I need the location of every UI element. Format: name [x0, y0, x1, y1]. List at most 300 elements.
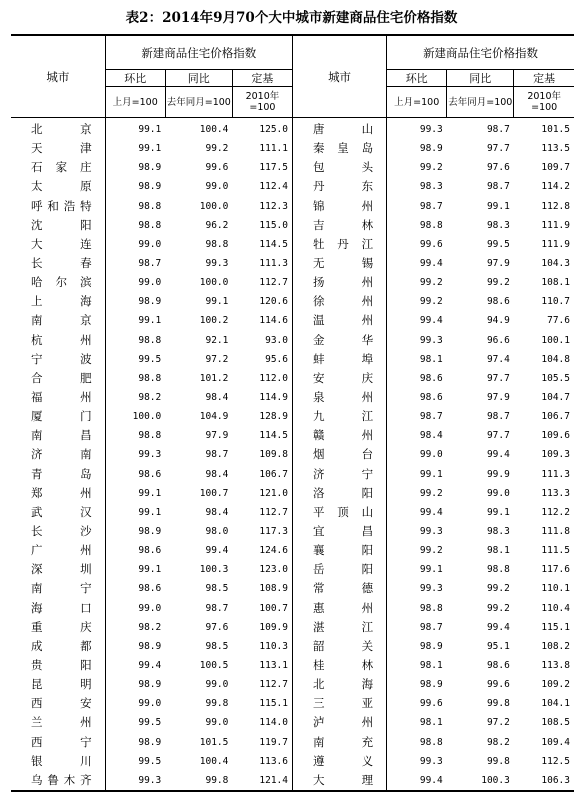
- yoy-cell-right: 97.7: [486, 372, 510, 384]
- fixed-cell-left: 117.3: [232, 522, 292, 541]
- city-cell-left: 济南: [11, 445, 105, 464]
- fixed-cell-left: 114.9: [232, 388, 292, 407]
- fixed-cell-left: 120.6: [232, 292, 292, 311]
- yoy-cell-left: 100.0: [199, 200, 229, 212]
- city-cell-left: 乌鲁木齐: [11, 771, 105, 791]
- mom-cell-right: 98.8: [419, 736, 443, 748]
- fixed-cell-left: 115.1: [232, 694, 292, 713]
- yoy-cell-left: 98.4: [205, 506, 229, 518]
- mom-cell-left: 98.8: [138, 219, 162, 231]
- mom-cell-left: 99.0: [138, 602, 162, 614]
- yoy-cell-left: 100.7: [199, 487, 229, 499]
- mom-cell-right: 99.3: [419, 755, 443, 767]
- mom-cell-left: 99.1: [138, 143, 162, 155]
- fixed-cell-left: 109.9: [232, 618, 292, 637]
- fixed-cell-right: 112.2: [541, 506, 570, 518]
- yoy-cell-right: 99.8: [486, 698, 510, 710]
- city-cell-right: 赣州: [292, 426, 386, 445]
- city-cell-left: 长春: [11, 254, 105, 273]
- fixed-cell-left: 114.5: [232, 426, 292, 445]
- mom-cell-right: 98.9: [419, 143, 443, 155]
- fixed-base-left: 2010年=100: [232, 87, 292, 118]
- mom-cell-right: 99.1: [419, 468, 443, 480]
- yoy-cell-right: 98.8: [486, 564, 510, 576]
- city-cell-right: 锦州: [292, 197, 386, 216]
- mom-cell-right: 98.8: [419, 602, 443, 614]
- table-row: [11, 254, 574, 273]
- mom-cell-left: 99.5: [138, 755, 162, 767]
- mom-cell-right: 98.7: [419, 621, 443, 633]
- fixed-cell-right: 113.5: [541, 143, 570, 155]
- city-cell-left: 长沙: [11, 522, 105, 541]
- mom-cell-left: 99.1: [138, 124, 162, 136]
- yoy-cell-left: 100.2: [199, 315, 229, 327]
- fixed-cell-left: 100.7: [232, 599, 292, 618]
- mom-cell-left: 98.9: [138, 162, 162, 174]
- fixed-cell-left: 121.4: [232, 771, 292, 791]
- city-cell-left: 南京: [11, 311, 105, 330]
- yoy-cell-left: 99.8: [205, 774, 229, 786]
- yoy-cell-right: 99.2: [486, 602, 510, 614]
- fixed-cell-right: 109.2: [541, 679, 570, 691]
- yoy-cell-right: 98.2: [486, 736, 510, 748]
- mom-cell-left: 98.9: [138, 181, 162, 193]
- mom-cell-left: 98.8: [138, 430, 162, 442]
- mom-cell-left: 100.0: [132, 411, 162, 423]
- fixed-cell-right: 111.5: [541, 545, 570, 557]
- yoy-cell-right: 97.9: [486, 258, 510, 270]
- mom-cell-right: 98.9: [419, 640, 443, 652]
- mom-cell-left: 98.9: [138, 640, 162, 652]
- yoy-cell-left: 98.7: [205, 602, 229, 614]
- fixed-cell-left: 114.5: [232, 235, 292, 254]
- mom-header-right: 环比: [387, 70, 447, 87]
- yoy-cell-right: 99.0: [486, 487, 510, 499]
- yoy-cell-right: 97.7: [486, 430, 510, 442]
- fixed-cell-right: 100.1: [541, 334, 570, 346]
- city-cell-right: 襄阳: [292, 541, 386, 560]
- city-cell-left: 西宁: [11, 733, 105, 752]
- city-cell-right: 吉林: [292, 216, 386, 235]
- city-cell-left: 厦门: [11, 407, 105, 426]
- table-row: [11, 350, 574, 369]
- yoy-cell-left: 92.1: [205, 334, 229, 346]
- city-header-right: 城市: [292, 35, 386, 118]
- mom-cell-right: 99.4: [419, 774, 443, 786]
- mom-cell-right: 99.3: [419, 334, 443, 346]
- index-group-header-left: 新建商品住宅价格指数: [105, 35, 292, 70]
- yoy-cell-left: 99.0: [205, 717, 229, 729]
- city-cell-right: 温州: [292, 311, 386, 330]
- city-cell-left: 宁波: [11, 350, 105, 369]
- fixed-cell-right: 111.9: [541, 238, 570, 250]
- city-cell-left: 哈尔滨: [11, 273, 105, 292]
- table-row: [11, 675, 574, 694]
- city-cell-left: 沈阳: [11, 216, 105, 235]
- yoy-cell-right: 99.9: [486, 468, 510, 480]
- yoy-cell-left: 101.2: [199, 372, 229, 384]
- yoy-cell-left: 100.0: [199, 277, 229, 289]
- fixed-cell-left: 124.6: [232, 541, 292, 560]
- fixed-cell-left: 111.3: [232, 254, 292, 273]
- fixed-cell-right: 113.8: [541, 660, 570, 671]
- fixed-cell-left: 112.7: [232, 675, 292, 694]
- fixed-cell-right: 113.3: [541, 487, 570, 499]
- city-cell-left: 北京: [11, 118, 105, 140]
- mom-cell-right: 98.1: [419, 717, 443, 729]
- mom-cell-right: 98.1: [419, 660, 443, 671]
- mom-cell-left: 99.5: [138, 353, 162, 365]
- yoy-cell-left: 100.5: [199, 660, 229, 671]
- mom-cell-left: 99.3: [138, 774, 162, 786]
- fixed-cell-right: 110.4: [541, 602, 570, 614]
- mom-cell-right: 99.2: [419, 487, 443, 499]
- city-cell-right: 包头: [292, 158, 386, 177]
- mom-cell-left: 98.6: [138, 468, 162, 480]
- fixed-cell-left: 114.0: [232, 713, 292, 732]
- yoy-cell-right: 98.7: [486, 411, 510, 423]
- fixed-cell-left: 113.6: [232, 752, 292, 771]
- city-cell-right: 三亚: [292, 694, 386, 713]
- table-row: [11, 503, 574, 522]
- table-row: [11, 197, 574, 216]
- fixed-cell-left: 112.7: [232, 503, 292, 522]
- city-cell-left: 成都: [11, 637, 105, 656]
- city-cell-left: 西安: [11, 694, 105, 713]
- fixed-cell-right: 104.1: [541, 698, 570, 710]
- table-row: [11, 637, 574, 656]
- fixed-base-right: 2010年=100: [514, 87, 574, 118]
- mom-cell-right: 99.4: [419, 506, 443, 518]
- table-row: [11, 235, 574, 254]
- city-cell-right: 大理: [292, 771, 386, 791]
- table-row: [11, 273, 574, 292]
- table-row: [11, 311, 574, 330]
- fixed-cell-right: 110.7: [541, 296, 570, 308]
- yoy-cell-right: 98.7: [486, 124, 510, 136]
- yoy-cell-left: 97.2: [205, 353, 229, 365]
- fixed-cell-left: 108.9: [232, 579, 292, 598]
- city-cell-left: 南昌: [11, 426, 105, 445]
- fixed-cell-right: 111.9: [541, 219, 570, 231]
- city-cell-right: 安庆: [292, 369, 386, 388]
- yoy-cell-right: 94.9: [486, 315, 510, 327]
- yoy-cell-left: 99.8: [205, 698, 229, 710]
- mom-cell-right: 98.1: [419, 353, 443, 365]
- yoy-cell-left: 96.2: [205, 219, 229, 231]
- price-index-table: [11, 34, 574, 792]
- mom-cell-left: 99.1: [138, 506, 162, 518]
- fixed-cell-left: 113.1: [232, 656, 292, 675]
- city-cell-right: 唐山: [292, 118, 386, 140]
- mom-cell-right: 98.6: [419, 372, 443, 384]
- city-cell-right: 烟台: [292, 445, 386, 464]
- city-cell-right: 洛阳: [292, 484, 386, 503]
- city-cell-right: 宜昌: [292, 522, 386, 541]
- fixed-cell-left: 112.3: [232, 197, 292, 216]
- mom-cell-left: 98.6: [138, 583, 162, 595]
- yoy-cell-left: 100.4: [199, 124, 229, 136]
- mom-cell-left: 98.7: [138, 258, 162, 270]
- mom-cell-right: 99.6: [419, 698, 443, 710]
- mom-cell-left: 99.4: [138, 660, 162, 671]
- city-cell-right: 丹东: [292, 177, 386, 196]
- city-cell-left: 贵阳: [11, 656, 105, 675]
- fixed-cell-right: 111.8: [541, 526, 570, 538]
- city-cell-left: 重庆: [11, 618, 105, 637]
- yoy-cell-left: 98.7: [205, 449, 229, 461]
- mom-cell-right: 99.0: [419, 449, 443, 461]
- city-cell-left: 广州: [11, 541, 105, 560]
- city-cell-left: 天津: [11, 139, 105, 158]
- fixed-cell-right: 109.7: [541, 162, 570, 174]
- city-header-left: 城市: [11, 35, 105, 118]
- mom-cell-right: 99.2: [419, 545, 443, 557]
- mom-cell-right: 99.2: [419, 296, 443, 308]
- city-cell-left: 合肥: [11, 369, 105, 388]
- table-row: [11, 445, 574, 464]
- yoy-cell-right: 99.2: [486, 583, 510, 595]
- yoy-cell-right: 98.1: [486, 545, 510, 557]
- table-row: [11, 177, 574, 196]
- yoy-cell-right: 97.2: [486, 717, 510, 729]
- fixed-cell-right: 101.5: [541, 124, 570, 136]
- city-cell-right: 无锡: [292, 254, 386, 273]
- table-row: [11, 733, 574, 752]
- city-cell-left: 武汉: [11, 503, 105, 522]
- mom-cell-right: 99.2: [419, 162, 443, 174]
- table-row: [11, 407, 574, 426]
- yoy-cell-left: 98.4: [205, 468, 229, 480]
- city-cell-right: 泸州: [292, 713, 386, 732]
- yoy-header-right: 同比: [447, 70, 514, 87]
- table-row: [11, 426, 574, 445]
- fixed-cell-left: 106.7: [232, 465, 292, 484]
- mom-cell-left: 98.9: [138, 679, 162, 691]
- mom-cell-right: 99.1: [419, 564, 443, 576]
- fixed-cell-right: 106.7: [541, 411, 570, 423]
- table-row: [11, 560, 574, 579]
- city-cell-right: 平顶山: [292, 503, 386, 522]
- yoy-cell-left: 99.6: [205, 162, 229, 174]
- yoy-cell-right: 98.3: [486, 219, 510, 231]
- fixed-cell-right: 108.5: [541, 717, 570, 729]
- mom-cell-left: 98.9: [138, 736, 162, 748]
- yoy-cell-right: 98.7: [486, 181, 510, 193]
- fixed-cell-right: 114.2: [541, 181, 570, 193]
- mom-cell-left: 98.8: [138, 200, 162, 212]
- city-cell-right: 徐州: [292, 292, 386, 311]
- fixed-cell-left: 128.9: [232, 407, 292, 426]
- fixed-cell-left: 93.0: [232, 331, 292, 350]
- mom-cell-right: 98.8: [419, 219, 443, 231]
- table-row: [11, 484, 574, 503]
- yoy-cell-right: 100.3: [481, 774, 510, 786]
- fixed-cell-left: 114.6: [232, 311, 292, 330]
- city-cell-right: 扬州: [292, 273, 386, 292]
- table-row: [11, 713, 574, 732]
- mom-cell-right: 99.3: [419, 583, 443, 595]
- city-cell-left: 兰州: [11, 713, 105, 732]
- city-cell-right: 泉州: [292, 388, 386, 407]
- table-body: [11, 118, 574, 791]
- fixed-cell-right: 108.2: [541, 640, 570, 652]
- table-row: [11, 331, 574, 350]
- fixed-cell-right: 110.1: [541, 583, 570, 595]
- yoy-cell-right: 97.6: [486, 162, 510, 174]
- city-cell-left: 深圳: [11, 560, 105, 579]
- mom-cell-left: 98.9: [138, 526, 162, 538]
- mom-base-right: 上月=100: [387, 87, 447, 118]
- yoy-cell-right: 99.8: [486, 755, 510, 767]
- mom-cell-left: 98.9: [138, 296, 162, 308]
- city-cell-right: 遵义: [292, 752, 386, 771]
- table-row: [11, 216, 574, 235]
- fixed-cell-right: 104.7: [541, 392, 570, 404]
- fixed-cell-right: 77.6: [547, 315, 570, 327]
- yoy-cell-left: 100.4: [199, 755, 229, 767]
- fixed-cell-right: 112.8: [541, 200, 570, 212]
- fixed-cell-left: 121.0: [232, 484, 292, 503]
- mom-cell-left: 99.5: [138, 717, 162, 729]
- yoy-cell-left: 99.0: [205, 679, 229, 691]
- yoy-cell-left: 99.3: [205, 258, 229, 270]
- mom-cell-right: 99.4: [419, 315, 443, 327]
- city-cell-left: 石家庄: [11, 158, 105, 177]
- city-cell-right: 惠州: [292, 599, 386, 618]
- fixed-cell-right: 105.5: [541, 372, 570, 384]
- fixed-cell-right: 109.3: [541, 449, 570, 461]
- fixed-cell-right: 109.6: [541, 430, 570, 442]
- city-cell-right: 南充: [292, 733, 386, 752]
- table-row: [11, 599, 574, 618]
- fixed-cell-right: 117.6: [541, 564, 570, 576]
- table-row: [11, 694, 574, 713]
- yoy-cell-right: 98.6: [486, 296, 510, 308]
- fixed-cell-right: 111.3: [541, 468, 570, 480]
- yoy-cell-left: 99.2: [205, 143, 229, 155]
- yoy-header-left: 同比: [165, 70, 232, 87]
- table-row: [11, 752, 574, 771]
- yoy-cell-right: 97.7: [486, 143, 510, 155]
- city-cell-right: 湛江: [292, 618, 386, 637]
- city-cell-left: 银川: [11, 752, 105, 771]
- mom-cell-right: 98.4: [419, 430, 443, 442]
- city-cell-left: 上海: [11, 292, 105, 311]
- yoy-cell-left: 99.1: [205, 296, 229, 308]
- fixed-cell-left: 111.1: [232, 139, 292, 158]
- fixed-header-left: 定基: [232, 70, 292, 87]
- fixed-cell-right: 106.3: [541, 774, 570, 786]
- fixed-cell-left: 123.0: [232, 560, 292, 579]
- mom-cell-right: 98.7: [419, 411, 443, 423]
- mom-cell-right: 99.6: [419, 238, 443, 250]
- yoy-cell-left: 98.5: [205, 583, 229, 595]
- mom-cell-right: 99.3: [419, 526, 443, 538]
- mom-cell-left: 99.0: [138, 238, 162, 250]
- fixed-cell-right: 112.5: [541, 755, 570, 767]
- yoy-cell-left: 98.8: [205, 238, 229, 250]
- mom-base-left: 上月=100: [105, 87, 165, 118]
- yoy-cell-left: 100.3: [199, 564, 229, 576]
- city-cell-right: 济宁: [292, 465, 386, 484]
- yoy-cell-left: 101.5: [199, 736, 229, 748]
- yoy-cell-left: 98.0: [205, 526, 229, 538]
- mom-cell-left: 99.0: [138, 698, 162, 710]
- mom-cell-left: 98.8: [138, 334, 162, 346]
- yoy-cell-left: 97.6: [205, 621, 229, 633]
- table-row: [11, 118, 574, 140]
- yoy-cell-right: 98.3: [486, 526, 510, 538]
- city-cell-right: 岳阳: [292, 560, 386, 579]
- yoy-cell-right: 99.1: [486, 506, 510, 518]
- mom-cell-left: 98.6: [138, 545, 162, 557]
- yoy-cell-right: 99.6: [486, 679, 510, 691]
- yoy-cell-right: 99.1: [486, 200, 510, 212]
- table-row: [11, 292, 574, 311]
- yoy-cell-left: 97.9: [205, 430, 229, 442]
- yoy-cell-left: 99.4: [205, 545, 229, 557]
- yoy-cell-left: 104.9: [199, 411, 229, 423]
- mom-cell-left: 99.3: [138, 449, 162, 461]
- mom-cell-left: 99.1: [138, 564, 162, 576]
- city-cell-right: 蚌埠: [292, 350, 386, 369]
- fixed-cell-left: 112.0: [232, 369, 292, 388]
- mom-cell-right: 99.4: [419, 258, 443, 270]
- table-row: [11, 139, 574, 158]
- city-cell-left: 福州: [11, 388, 105, 407]
- fixed-cell-left: 110.3: [232, 637, 292, 656]
- mom-cell-left: 99.1: [138, 487, 162, 499]
- mom-cell-right: 99.2: [419, 277, 443, 289]
- yoy-cell-right: 99.4: [486, 621, 510, 633]
- city-cell-right: 韶关: [292, 637, 386, 656]
- table-row: [11, 465, 574, 484]
- yoy-cell-left: 98.4: [205, 392, 229, 404]
- mom-cell-left: 99.1: [138, 315, 162, 327]
- yoy-cell-right: 99.4: [486, 449, 510, 461]
- table-row: [11, 771, 574, 791]
- city-cell-right: 九江: [292, 407, 386, 426]
- city-cell-right: 北海: [292, 675, 386, 694]
- mom-header-left: 环比: [105, 70, 165, 87]
- mom-cell-left: 99.0: [138, 277, 162, 289]
- city-cell-right: 牡丹江: [292, 235, 386, 254]
- yoy-base-right: 去年同月=100: [447, 87, 514, 118]
- table-row: [11, 656, 574, 675]
- mom-cell-right: 98.6: [419, 392, 443, 404]
- fixed-cell-left: 95.6: [232, 350, 292, 369]
- city-cell-left: 郑州: [11, 484, 105, 503]
- city-cell-left: 青岛: [11, 465, 105, 484]
- fixed-header-right: 定基: [514, 70, 574, 87]
- fixed-cell-left: 109.8: [232, 445, 292, 464]
- city-cell-right: 桂林: [292, 656, 386, 675]
- table-row: [11, 388, 574, 407]
- table-row: [11, 579, 574, 598]
- fixed-cell-right: 104.8: [541, 353, 570, 365]
- mom-cell-right: 98.3: [419, 181, 443, 193]
- mom-cell-right: 99.3: [419, 124, 443, 136]
- city-cell-right: 常德: [292, 579, 386, 598]
- city-cell-left: 昆明: [11, 675, 105, 694]
- fixed-cell-left: 125.0: [232, 118, 292, 140]
- fixed-cell-left: 112.4: [232, 177, 292, 196]
- city-cell-left: 南宁: [11, 579, 105, 598]
- fixed-cell-left: 117.5: [232, 158, 292, 177]
- yoy-cell-right: 97.9: [486, 392, 510, 404]
- table-row: [11, 522, 574, 541]
